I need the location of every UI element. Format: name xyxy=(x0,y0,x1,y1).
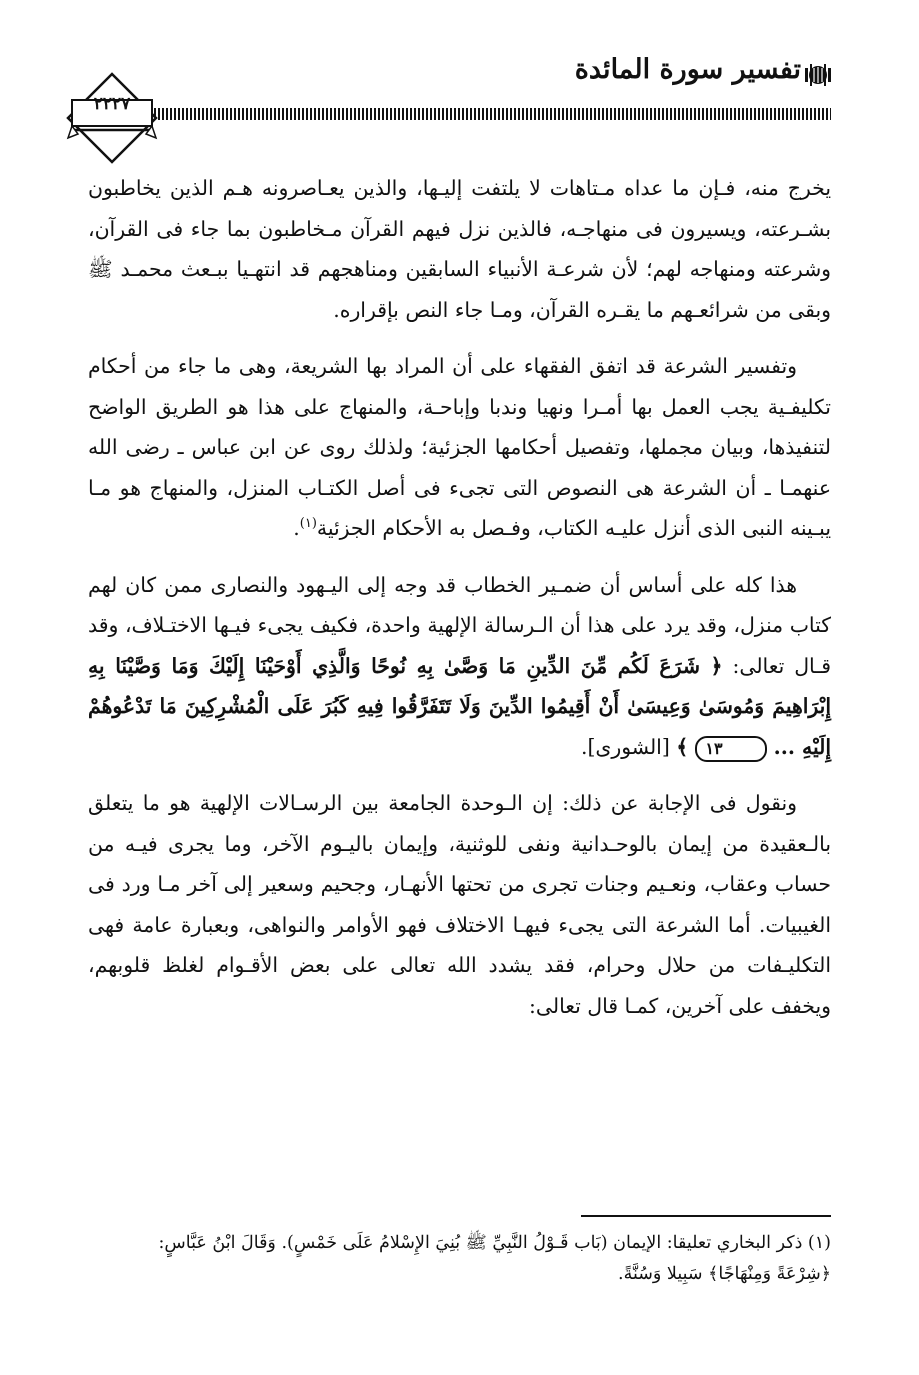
paragraph-end: . xyxy=(293,516,300,540)
paragraph xyxy=(88,346,831,549)
verse-close-bracket: ﴾ xyxy=(676,734,689,759)
verse-open-bracket: ﴿ xyxy=(710,653,723,678)
footnote-reference: (١) xyxy=(299,516,317,532)
paragraph-text: ونقول فى الإجابة عن ذلك: إن الـوحدة الجامعة بين الرسـالات الإلهية هو ما يتعلق بالـعقيدة من إيمان بالوحـدانية ونفى للوثنية، وإيمان باليـوم الآخر، وما يجرى فيـه من حساب وعقاب، ونعـيم وجنات تجرى من تحتها الأنهـار، وجحيم وسعير إلى آخر مـا ورد فى الغيبيات. أما الشرعة التى يجىء فيهـا الاختلاف فهو الأوامر والنواهى، وبعبارة عامة فهى التكليـفات من حلال وحرام، فقد يشدد الله تعالى على بعض الأقـوام لغلظ قلوبهم، ويخفف على آخرين، كمـا قال تعالى: xyxy=(88,791,831,1018)
paragraph xyxy=(88,168,831,330)
paragraph xyxy=(88,565,831,768)
body-text xyxy=(88,168,831,1042)
running-header-title: تفسير سورة المائدة xyxy=(574,54,801,85)
paragraph xyxy=(88,783,831,1026)
verse-text: شَرَعَ لَكُم مِّنَ الدِّينِ مَا وَصَّىٰ بِهِ نُوحًا وَالَّذِي أَوْحَيْنَا إِلَيْكَ وَمَا وَصَّيْنَا بِهِ إِبْرَاهِيمَ وَمُوسَىٰ وَعِيسَىٰ أَنْ أَقِيمُوا الدِّينَ وَلَا تَتَفَرَّقُوا فِيهِ كَبُرَ عَلَى الْمُشْرِكِينَ مَا تَدْعُوهُمْ إِلَيْهِ ... xyxy=(88,653,831,759)
ayah-number-mark: ١٣ xyxy=(695,736,766,762)
footnote-line: (١) ذكر البخاري تعليقا: الإيمان (بَاب قَـوْلُ النَّبِيِّ ﷺ بُنِيَ الإِسْلامُ عَلَى خَمْسٍ). وَقَالَ ابْنُ عَبَّاسٍ: xyxy=(158,1233,831,1253)
header-ornament-icon xyxy=(803,62,833,88)
verse-source: [الشورى]. xyxy=(580,734,670,759)
header-rule xyxy=(150,108,831,120)
page-number: ٢٢٢٧ xyxy=(93,94,131,114)
paragraph-text: هذا كله على أساس أن ضمـير الخطاب قد وجه إلى اليـهود والنصارى ممن كان لهم كتاب منزل، وقد يرد على هذا أن الـرسالة الإلهية واحدة، فكيف يجىء فيـها الاختـلاف، وقد قـال تعالى: xyxy=(88,572,831,678)
paragraph-text: وتفسير الشرعة قد اتفق الفقهاء على أن المراد بها الشريعة، وهى ما جاء من أحكام تكليفـية يجب العمل بها أمـرا ونهيا وندبا وإباحـة، والمنهاج على هذا هو الطريق الواضح لتنفيذها، وبيان مجملها، وتفصيل أحكامها الجزئية؛ ولذلك روى عن ابن عباس ـ رضى الله عنهمـا ـ أن الشرعة هى النصوص التى تجىء فى أصل الكتـاب المنزل، والمنهاج هو مـا يبـينه النبى الذى أنزل عليـه الكتاب، وفـصل به الأحكام الجزئية xyxy=(88,354,831,540)
footnote-line: ﴿شِرْعَةً وَمِنْهَاجًا﴾ سَبِيلا وَسُنَّةً. xyxy=(618,1264,831,1284)
footnote xyxy=(88,1228,831,1290)
paragraph-text: يخرج منه، فـإن ما عداه مـتاهات لا يلتفت إليـها، والذين يعـاصرونه هـم الذين يخاطبون بشـرعته، ويسيرون فى منهاجـه، فالذين نزل فيهم القرآن مـخاطبون بما جاء فى القرآن، وشرعته ومنهاجه لهم؛ لأن شرعـة الأنبياء السابقين ومناهجهم قد انتهـيا ببـعث محمـد ﷺ وبقى من شرائعـهم ما يقـره القرآن، ومـا جاء النص بإقراره. xyxy=(88,176,831,322)
footnote-separator xyxy=(581,1215,831,1217)
quran-verse xyxy=(88,654,831,759)
page-number-badge-icon xyxy=(66,72,158,164)
